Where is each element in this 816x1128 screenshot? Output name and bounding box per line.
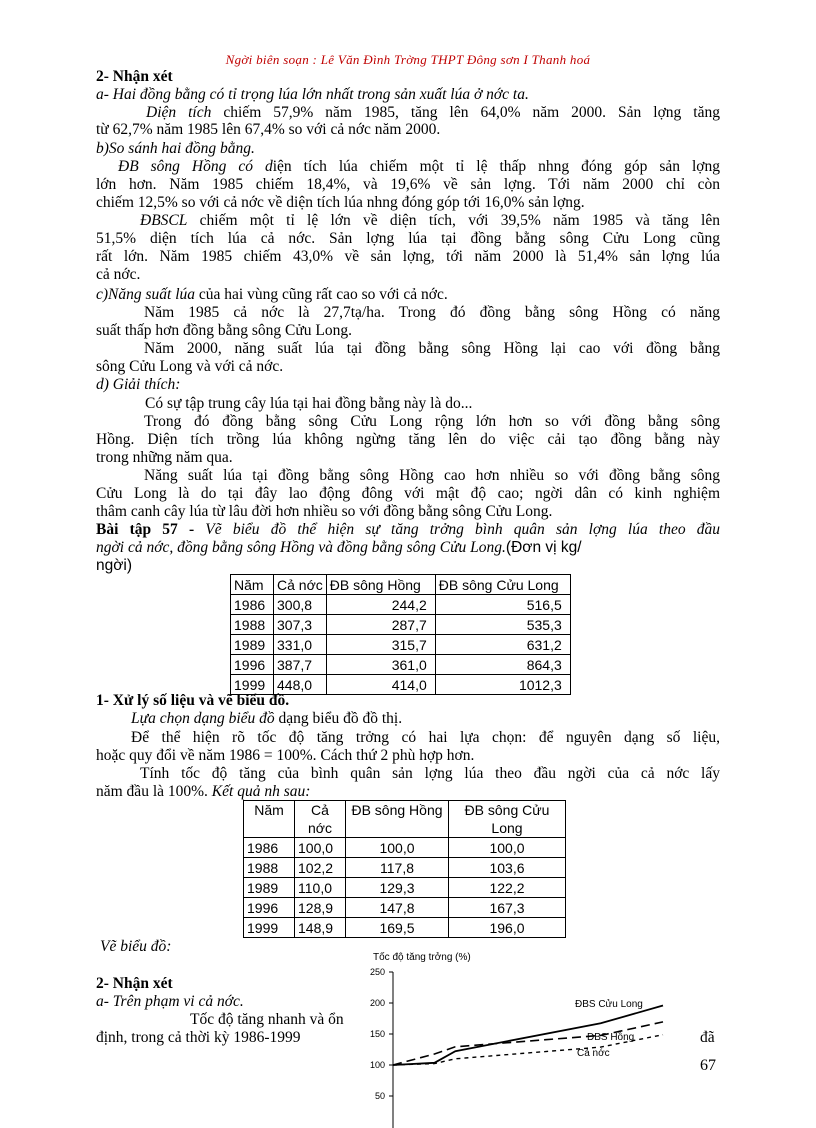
table-cell: 103,6 [449, 858, 566, 878]
legend-label-hong: ĐBS Hồng [587, 1032, 635, 1043]
unit-note: (Đơn vị kg/ [505, 539, 582, 556]
table-cell: 167,3 [449, 898, 566, 918]
table-header-cell: Cả nớc [274, 575, 327, 595]
subheading-a: a- Trên phạm vi cả nớc. [96, 993, 244, 1010]
y-tick-label: 150 [369, 1029, 385, 1039]
text: năm đầu là 100%. [96, 783, 212, 800]
table-cell: 1012,3 [435, 675, 570, 695]
table-cell: 148,9 [295, 918, 346, 938]
table-cell: 117,8 [346, 858, 449, 878]
text: dạng biểu đồ đồ thị. [274, 710, 403, 727]
paragraph-line: Để thể hiện rõ tốc độ tăng trởng có hai lựa chọn: để nguyên dạng số liệu, [131, 729, 720, 746]
paragraph-line: Tính tốc độ tăng của bình quân sản lợng lúa theo đầu ngời của cả nớc lấy [140, 765, 720, 782]
table-cell: 287,7 [326, 615, 435, 635]
italic-lead: Lựa chọn dạng biểu đồ [131, 710, 275, 727]
paragraph [96, 158, 720, 175]
table-cell: 100,0 [449, 838, 566, 858]
paragraph [96, 104, 720, 121]
exercise-task: ngời cả nớc, đồng bằng sông Hồng và đồng bằng sông Cửu Long. [96, 539, 506, 556]
data-table-growth [243, 800, 566, 938]
table-row [244, 838, 566, 858]
y-tick-label: 50 [374, 1091, 385, 1101]
unit-note-line: ngời) [96, 557, 133, 574]
table-header-cell: ĐB sông Cửu Long [435, 575, 570, 595]
table-cell: 100,0 [295, 838, 346, 858]
subheading-c [96, 286, 720, 303]
text: chiếm 57,9% năm 1985, tăng lên 64,0% năm 2000. Sản lợng tăng [211, 104, 720, 121]
paragraph-line: Hồng. Diện tích trồng lúa không ngừng tăng lên do việc cải tạo đồng bằng này [96, 431, 720, 448]
y-tick-label: 100 [369, 1060, 385, 1070]
paragraph-line [96, 783, 720, 800]
table-cell: 100,0 [346, 838, 449, 858]
table-cell: 516,5 [435, 595, 570, 615]
table-row [231, 655, 571, 675]
table-row [244, 918, 566, 938]
table-cell: 307,3 [274, 615, 327, 635]
table-cell: 196,0 [449, 918, 566, 938]
table-header-cell: Năm [244, 801, 295, 838]
table-header-row [244, 801, 566, 838]
table-row [244, 898, 566, 918]
paragraph-line: cả nớc. [96, 266, 141, 283]
table-cell: 1988 [231, 615, 274, 635]
table-cell: 122,2 [449, 878, 566, 898]
paragraph-line: Tốc độ tăng nhanh và ổn [190, 1011, 344, 1028]
table-cell: 631,2 [435, 635, 570, 655]
subheading-a: a- Hai đồng bằng có tỉ trọng lúa lớn nhất trong sản xuất lúa ở nớc ta. [96, 86, 529, 103]
page-header: Ngời biên soạn : Lê Văn Đình Trờng THPT Đông sơn I Thanh hoá [225, 52, 591, 67]
table-cell: 147,8 [346, 898, 449, 918]
table-header-cell: ĐB sông Hồng [346, 801, 449, 838]
table-row [231, 615, 571, 635]
table-cell: 129,3 [346, 878, 449, 898]
growth-line-chart [355, 948, 685, 1128]
italic-lead: Diện tích [146, 104, 212, 121]
subheading-d: d) Giải thích: [96, 376, 181, 393]
paragraph-line [131, 710, 720, 727]
table-cell: 387,7 [274, 655, 327, 675]
table-cell: 1999 [231, 675, 274, 695]
table-cell: 1996 [231, 655, 274, 675]
paragraph-line: 51,5% diện tích lúa cả nớc. Sản lợng lúa tại đồng bằng sông Cửu Long cũng [96, 230, 720, 247]
table-cell: 244,2 [326, 595, 435, 615]
legend-label-cuu-long: ĐBS Cửu Long [575, 999, 643, 1010]
italic-lead: ĐB sông Hồng có d [118, 158, 273, 175]
table-header-cell: Cả nớc [295, 801, 346, 838]
section-heading: 2- Nhận xét [96, 68, 173, 85]
data-table-per-capita [230, 574, 571, 695]
table-cell: 535,3 [435, 615, 570, 635]
paragraph-line: Năm 1985 cả nớc là 27,7tạ/ha. Trong đó đồng bằng sông Hồng có năng [144, 304, 720, 321]
table-cell: 110,0 [295, 878, 346, 898]
paragraph-line: Năng suất lúa tại đồng bằng sông Hồng cao hơn nhiều so với đồng bằng sông [144, 467, 720, 484]
paragraph-line: suất thấp hơn đồng bằng sông Cửu Long. [96, 322, 352, 339]
section-heading: 1- Xử lý số liệu và vẽ biểu đồ. [96, 692, 290, 709]
table-cell: 1989 [231, 635, 274, 655]
chart-title: Tốc độ tăng trởng (%) [373, 952, 471, 963]
paragraph-line: Có sự tập trung cây lúa tại hai đồng bằng này là do... [145, 395, 473, 412]
table-cell: 448,0 [274, 675, 327, 695]
table-cell: 331,0 [274, 635, 327, 655]
paragraph-line: trong những năm qua. [96, 449, 233, 466]
paragraph-line: lớn hơn. Năm 1985 chiếm 18,4%, và 19,6% về sản lợng. Tới năm 2000 chỉ còn [96, 176, 720, 193]
text: chiếm một tỉ lệ lớn về diện tích, với 39,5% năm 1985 và tăng lên [187, 212, 720, 229]
exercise-title-line [96, 539, 720, 556]
page-number: 67 [700, 1057, 716, 1074]
paragraph-line: thâm canh cây lúa từ lâu đời hơn nhiều so với đồng bằng sông Cửu Long. [96, 503, 553, 520]
paragraph-line: sông Cửu Long và với cả nớc. [96, 358, 284, 375]
table-cell: 1996 [244, 898, 295, 918]
table-header-row [231, 575, 571, 595]
table-cell: 315,7 [326, 635, 435, 655]
italic-lead: c)Năng suất lúa [96, 286, 196, 303]
table-header-cell: Năm [231, 575, 274, 595]
legend-label-ca-nuoc: Cả nớc [577, 1048, 610, 1059]
table-row [231, 635, 571, 655]
paragraph-line: chiếm 12,5% so với cả nớc về diện tích lúa nhng đóng góp tới 16,0% sản lợng. [96, 194, 585, 211]
section-heading: 2- Nhận xét [96, 975, 173, 992]
table-cell: 300,8 [274, 595, 327, 615]
table-cell: 361,0 [326, 655, 435, 675]
table-cell: 169,5 [346, 918, 449, 938]
table-row [231, 595, 571, 615]
paragraph-line: rất lớn. Năm 1985 chiếm 43,0% về sản lợng, tới năm 2000 là 51,4% sản lợng lúa [96, 248, 720, 265]
italic-tail: Kết quả nh sau: [211, 783, 311, 800]
text: của hai vùng cũng rất cao so với cả nớc. [195, 286, 448, 303]
table-header-cell: ĐB sông Hồng [326, 575, 435, 595]
table-cell: 1988 [244, 858, 295, 878]
paragraph-line: định, trong cả thời kỳ 1986-1999 [96, 1029, 301, 1046]
text: iện tích lúa chiếm một tỉ lệ thấp nhng đóng góp sản lợng [272, 158, 720, 175]
table-cell: 128,9 [295, 898, 346, 918]
paragraph-line-tail: đã [700, 1029, 715, 1046]
table-cell: 1986 [244, 838, 295, 858]
exercise-label: Bài tập 57 - [96, 521, 195, 538]
exercise-task: Vẽ biểu đồ thể hiện sự tăng trởng bình quân sản lợng lúa theo đầu [194, 521, 720, 538]
table-cell: 102,2 [295, 858, 346, 878]
paragraph-line: Trong đó đồng bằng sông Cửu Long rộng lớn hơn so với đồng bằng sông [144, 413, 720, 430]
exercise-title [96, 521, 720, 538]
draw-label: Vẽ biểu đồ: [100, 938, 172, 955]
table-row [244, 858, 566, 878]
paragraph-line: từ 62,7% năm 1985 lên 67,4% so với cả nớc năm 2000. [96, 121, 441, 138]
subheading-b: b)So sánh hai đồng bằng. [96, 140, 255, 157]
table-cell: 1999 [244, 918, 295, 938]
series-line-hong [393, 1022, 663, 1065]
table-cell: 1986 [231, 595, 274, 615]
table-cell: 1989 [244, 878, 295, 898]
paragraph-line: Cửu Long là do tại đây lao động đông với mật độ cao; ngời dân có kinh nghiệm [96, 485, 720, 502]
table-row [244, 878, 566, 898]
paragraph [96, 212, 720, 229]
paragraph-line: Năm 2000, năng suất lúa tại đồng bằng sông Hồng lại cao với đồng bằng [144, 340, 720, 357]
italic-lead: ĐBSCL [140, 212, 188, 229]
table-header-cell: ĐB sông Cửu Long [449, 801, 566, 838]
y-tick-label: 200 [369, 998, 385, 1008]
paragraph-line: hoặc quy đổi về năm 1986 = 100%. Cách thứ 2 phù hợp hơn. [96, 747, 475, 764]
table-cell: 864,3 [435, 655, 570, 675]
table-cell: 414,0 [326, 675, 435, 695]
y-tick-label: 250 [369, 967, 385, 977]
